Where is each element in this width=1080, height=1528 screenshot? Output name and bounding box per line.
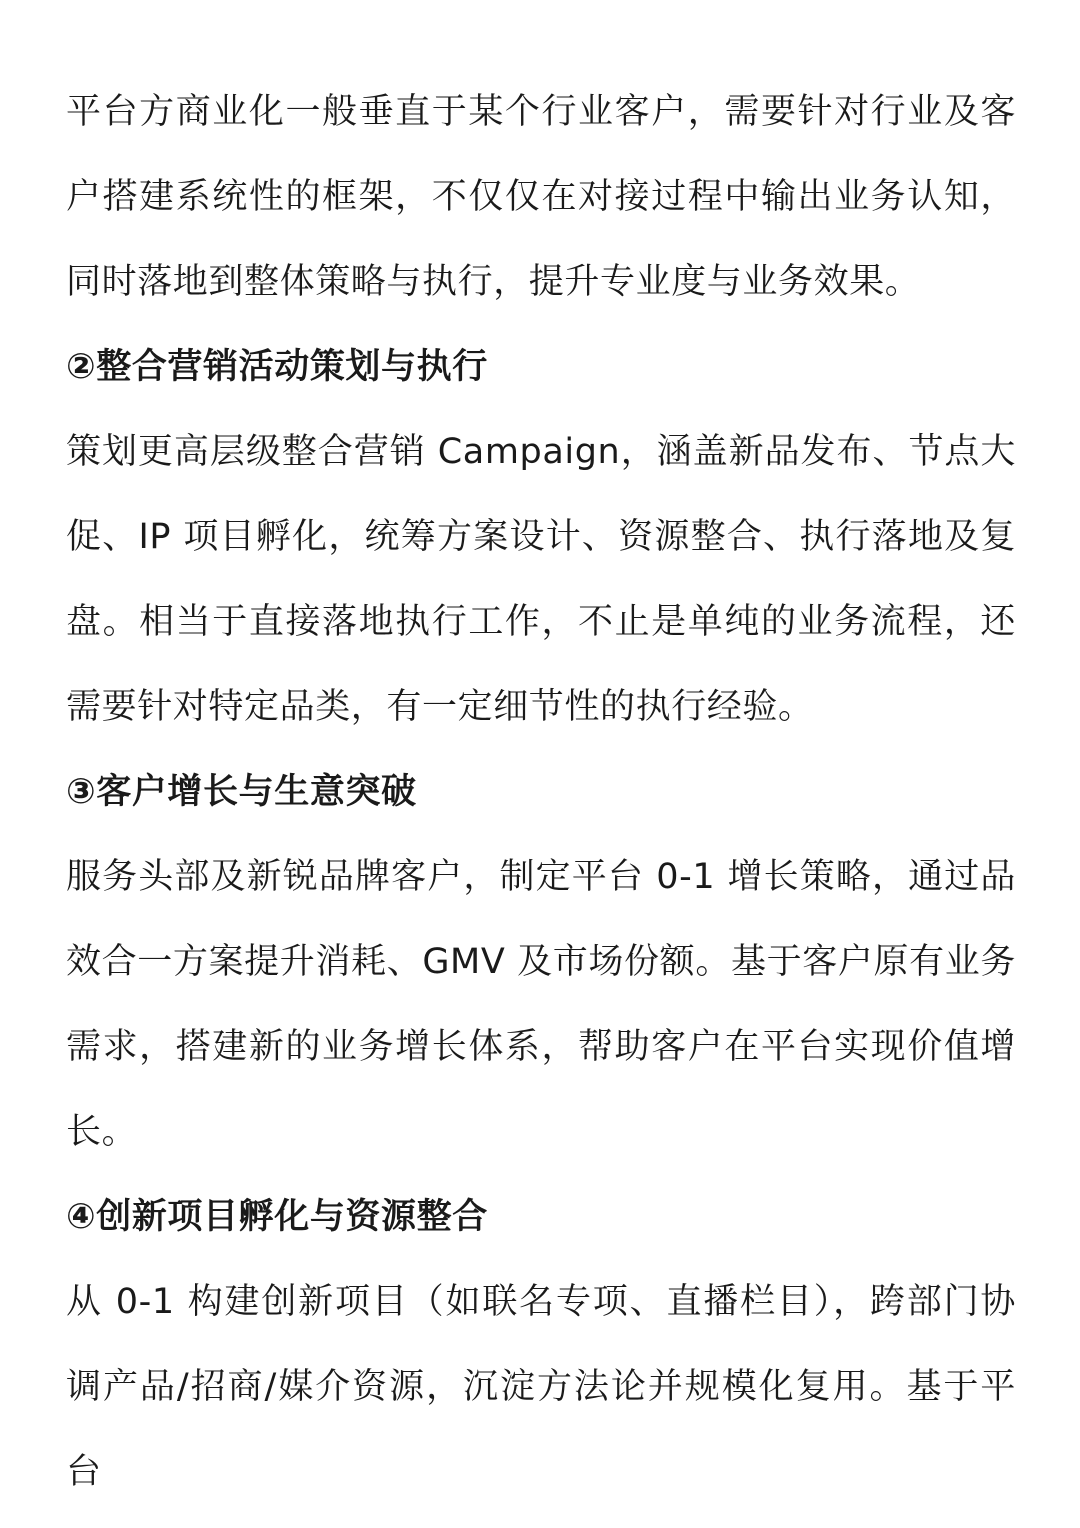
intro-paragraph: 平台方商业化一般垂直于某个行业客户，需要针对行业及客户搭建系统性的框架，不仅仅在对接过程中输出业务认知，同时落地到整体策略与执行，提升专业度与业务效果。	[66, 92, 1016, 302]
section-paragraph-client-growth: 服务头部及新锐品牌客户，制定平台 0-1 增长策略，通过品效合一方案提升消耗、GMV 及市场份额。基于客户原有业务需求，搭建新的业务增长体系，帮助客户在平台实现价值增长。	[66, 857, 1016, 1152]
section-heading-innovation-incubation: ④创新项目孵化与资源整合	[66, 1197, 488, 1237]
section-heading-integrated-marketing: ②整合营销活动策划与执行	[66, 347, 488, 387]
article-body	[66, 70, 1016, 1515]
section-paragraph-innovation-incubation: 从 0-1 构建创新项目（如联名专项、直播栏目），跨部门协调产品/招商/媒介资源，沉淀方法论并规模化复用。基于平台	[66, 1282, 1016, 1492]
section-heading-client-growth: ③客户增长与生意突破	[66, 772, 417, 812]
section-paragraph-integrated-marketing: 策划更高层级整合营销 Campaign，涵盖新品发布、节点大促、IP 项目孵化，统筹方案设计、资源整合、执行落地及复盘。相当于直接落地执行工作，不止是单纯的业务流程，还需要针对特定品类，有一定细节性的执行经验。	[66, 432, 1016, 727]
